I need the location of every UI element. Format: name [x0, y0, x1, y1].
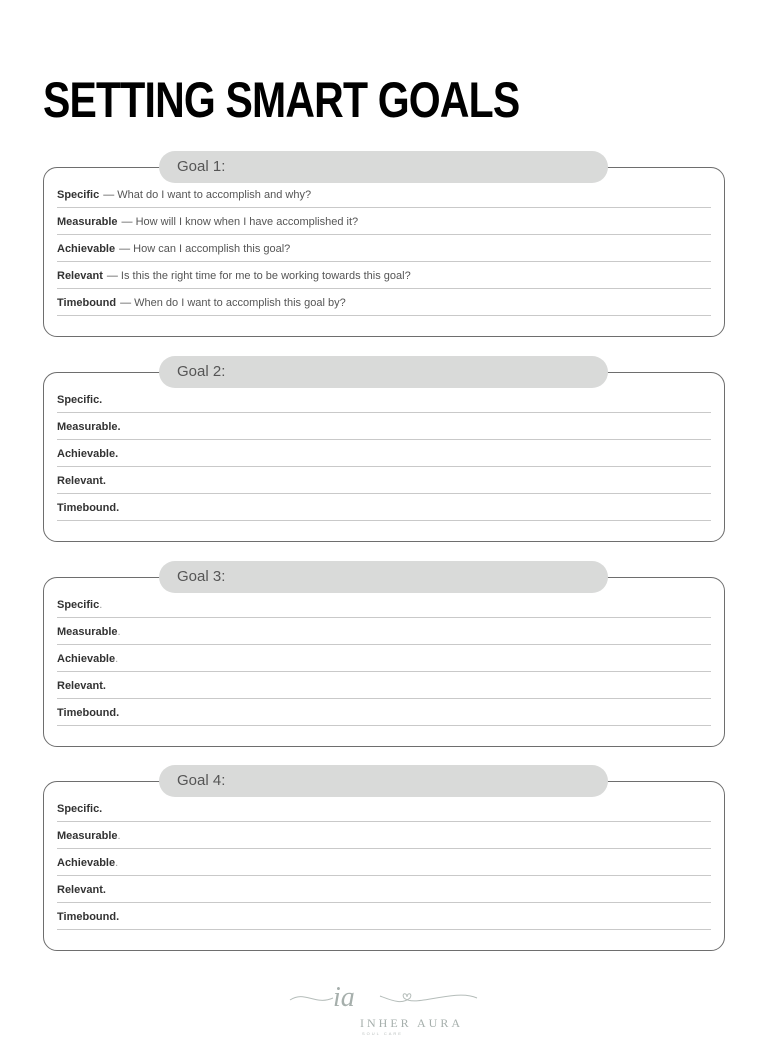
- row-label: Relevant: [57, 270, 103, 282]
- goal-row-achievable[interactable]: [57, 235, 711, 262]
- goal-row-timebound[interactable]: [57, 699, 711, 726]
- goal-row-relevant[interactable]: [57, 262, 711, 289]
- goal-label: Goal 1:: [159, 151, 608, 183]
- row-label: Measurable: [57, 830, 118, 842]
- goal-row-measurable[interactable]: [57, 618, 711, 645]
- row-label: Measurable: [57, 626, 118, 638]
- goal-card-2: [43, 356, 725, 542]
- row-label: Specific: [57, 189, 100, 201]
- row-question: — How can I accomplish this goal?: [119, 243, 291, 255]
- row-label: Achievable: [57, 243, 116, 255]
- row-dot: .: [115, 653, 119, 665]
- row-label: Specific.: [57, 803, 103, 815]
- page-title: SETTING SMART GOALS: [43, 72, 520, 128]
- brand-logo: [285, 978, 485, 1038]
- row-dot: .: [99, 599, 103, 611]
- row-label: Specific.: [57, 394, 103, 406]
- row-question: — Is this the right time for me to be working towards this goal?: [106, 270, 411, 282]
- row-question: — How will I know when I have accomplished it?: [121, 216, 359, 228]
- row-dot: .: [117, 626, 121, 638]
- logo-flourish-icon: [285, 978, 485, 1018]
- row-label: Relevant.: [57, 884, 106, 896]
- row-label: Measurable.: [57, 421, 121, 433]
- row-label: Relevant.: [57, 475, 106, 487]
- goal-row-timebound[interactable]: [57, 494, 711, 521]
- goal-card-1: [43, 151, 725, 337]
- logo-monogram: ia: [333, 982, 355, 1013]
- row-label: Relevant.: [57, 680, 106, 692]
- row-dot: .: [115, 857, 119, 869]
- row-question: — When do I want to accomplish this goal by?: [120, 297, 346, 309]
- row-dot: .: [117, 830, 121, 842]
- goal-row-specific[interactable]: [57, 181, 711, 208]
- goal-card-4: [43, 765, 725, 951]
- brand-name: INHER AURA: [360, 1016, 464, 1030]
- goal-row-achievable[interactable]: [57, 440, 711, 467]
- goal-row-relevant[interactable]: [57, 876, 711, 903]
- goal-label: Goal 4:: [159, 765, 608, 797]
- goal-row-measurable[interactable]: [57, 208, 711, 235]
- goal-row-specific[interactable]: [57, 386, 711, 413]
- goal-label: Goal 3:: [159, 561, 608, 593]
- goal-row-measurable[interactable]: [57, 822, 711, 849]
- goal-row-achievable[interactable]: [57, 645, 711, 672]
- brand-tagline: SOUL CARE: [362, 1031, 403, 1036]
- goal-row-relevant[interactable]: [57, 672, 711, 699]
- goal-row-achievable[interactable]: [57, 849, 711, 876]
- goal-label: Goal 2:: [159, 356, 608, 388]
- row-label: Timebound.: [57, 502, 120, 514]
- row-label: Achievable: [57, 857, 116, 869]
- row-label: Achievable.: [57, 448, 119, 460]
- goal-row-timebound[interactable]: [57, 289, 711, 316]
- row-question: — What do I want to accomplish and why?: [103, 189, 312, 201]
- goal-rows: [57, 386, 711, 521]
- goal-rows: [57, 795, 711, 930]
- row-label: Timebound.: [57, 911, 120, 923]
- row-label: Timebound.: [57, 707, 120, 719]
- goal-row-measurable[interactable]: [57, 413, 711, 440]
- row-label: Measurable: [57, 216, 118, 228]
- goal-rows: [57, 181, 711, 316]
- goal-row-specific[interactable]: [57, 795, 711, 822]
- row-label: Specific: [57, 599, 100, 611]
- goal-card-3: [43, 561, 725, 747]
- goal-row-specific[interactable]: [57, 591, 711, 618]
- goal-row-relevant[interactable]: [57, 467, 711, 494]
- row-label: Achievable: [57, 653, 116, 665]
- goal-rows: [57, 591, 711, 726]
- goal-row-timebound[interactable]: [57, 903, 711, 930]
- row-label: Timebound: [57, 297, 117, 309]
